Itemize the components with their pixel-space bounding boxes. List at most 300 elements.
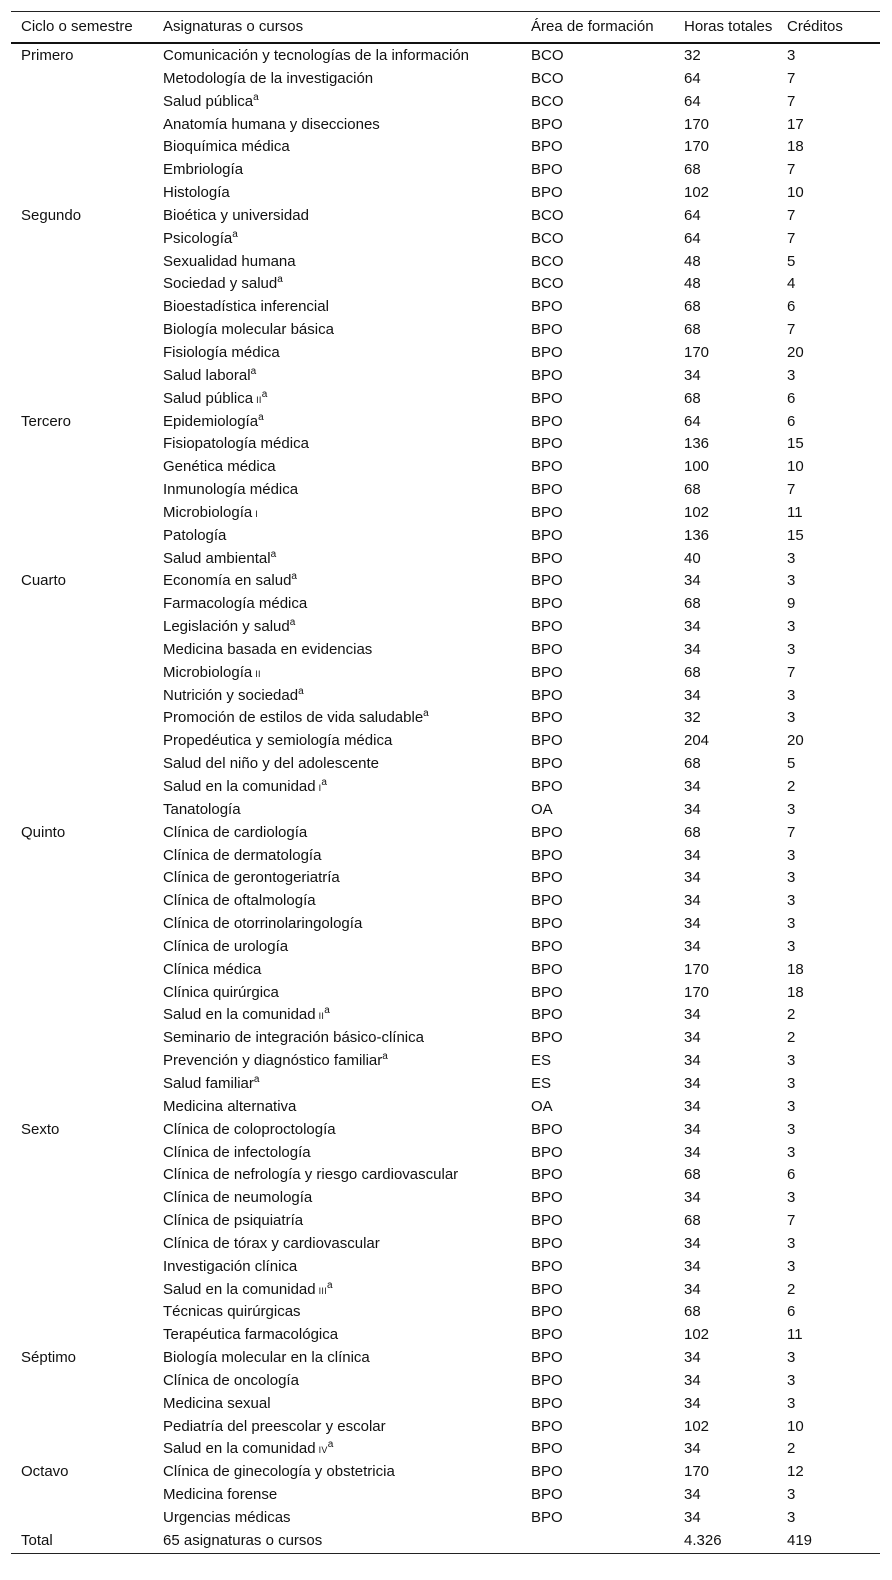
cycle-cell: Tercero [21,412,72,430]
credits-cell: 7 [787,229,796,247]
area-cell: BPO [531,115,563,133]
table-row [11,1073,880,1096]
credits-cell: 6 [787,389,796,407]
course-name: Sociedad y salud [163,275,278,293]
course-cell [163,136,290,159]
table-row [11,251,880,274]
hours-cell: 170 [684,115,710,133]
course-name: Urgencias médicas [163,1509,291,1526]
course-name: Genética médica [163,458,276,476]
course-cell [163,1119,336,1142]
area-cell: BPO [531,1189,563,1207]
curriculum-table [11,11,880,1554]
course-name: Biología molecular básica [163,321,334,339]
area-cell: BPO [531,686,563,704]
area-cell: BPO [531,572,563,590]
table-row [11,388,880,411]
course-name: Anatomía humana y disecciones [163,115,380,133]
credits-cell: 7 [787,161,796,179]
header-area: Área de formación [531,18,654,35]
table-row [11,570,880,593]
course-name: Clínica de nefrología y riesgo cardiovascular [163,1166,459,1184]
hours-cell: 34 [684,1440,701,1458]
course-name: Clínica quirúrgica [163,983,279,1001]
credits-cell: 3 [787,1257,796,1275]
course-cell [163,1256,297,1279]
course-name: Metodología de la investigación [163,69,374,87]
hours-cell: 34 [684,1097,701,1115]
cycle-cell: Primero [21,47,74,64]
area-cell: BPO [531,1280,563,1298]
course-name: Clínica de urología [163,937,289,955]
area-cell: BPO [531,1440,563,1458]
course-cell [163,182,230,205]
area-cell: BPO [531,846,563,864]
hours-cell: 4.326 [684,1531,722,1549]
table-row [11,1301,880,1324]
course-name: Histología [163,184,230,202]
table-row [11,548,880,571]
hours-cell: 34 [684,1509,701,1526]
hours-cell: 34 [684,1257,701,1275]
hours-cell: 34 [684,1029,701,1047]
course-cell [163,319,334,342]
table-row [11,1027,880,1050]
table-row [11,319,880,342]
table-row [11,1347,880,1370]
area-cell: BPO [531,823,563,841]
course-cell [163,45,469,68]
hours-cell: 48 [684,252,701,270]
course-cell [163,205,309,228]
area-cell: BPO [531,343,563,361]
course-cell [163,570,297,593]
footnote-marker: a [270,548,277,560]
credits-cell: 3 [787,915,796,933]
course-cell [163,982,279,1005]
area-cell: BPO [531,435,563,453]
course-cell [163,228,238,251]
course-cell [163,1027,424,1050]
area-cell: BPO [531,298,563,316]
course-cell [163,1004,330,1028]
area-cell: BPO [531,366,563,384]
footnote-marker: a [250,365,257,377]
hours-cell: 34 [684,800,701,818]
course-cell [163,753,379,776]
credits-cell: 3 [787,1509,796,1526]
course-name: Salud laboral [163,366,251,384]
credits-cell: 6 [787,1303,796,1321]
course-name: Medicina basada en evidencias [163,640,373,658]
course-cell [163,1393,271,1416]
area-cell: BPO [531,709,563,727]
hours-cell: 68 [684,161,701,179]
credits-cell: 3 [787,1189,796,1207]
area-cell: BPO [531,960,563,978]
course-cell [163,433,309,456]
credits-cell: 7 [787,321,796,339]
course-cell [163,68,373,91]
course-cell [163,548,276,571]
area-cell: BPO [531,1212,563,1230]
course-name: Epidemiología [163,412,259,430]
course-cell [163,776,327,800]
credits-cell: 9 [787,595,796,613]
credits-cell: 3 [787,846,796,864]
credits-cell: 18 [787,983,804,1001]
table-row [11,342,880,365]
course-cell [163,1461,395,1484]
credits-cell: 2 [787,1006,796,1024]
table-row [11,982,880,1005]
hours-cell: 34 [684,1486,701,1504]
credits-cell: 6 [787,298,796,316]
credits-cell: 7 [787,206,796,224]
course-cell [163,479,298,502]
course-name: Economía en salud [163,572,292,590]
table-row [11,662,880,685]
course-cell [163,342,280,365]
area-cell: OA [531,1097,553,1115]
course-cell [163,1484,277,1507]
hours-cell: 48 [684,275,701,293]
hours-cell: 34 [684,572,701,590]
hours-cell: 34 [684,1052,701,1070]
course-cell [163,1073,259,1096]
table-row [11,228,880,251]
course-cell [163,273,283,296]
course-cell [163,1416,386,1439]
area-cell: BPO [531,481,563,499]
area-cell: BPO [531,161,563,179]
hours-cell: 34 [684,686,701,704]
credits-cell: 12 [787,1463,804,1481]
table-row [11,456,880,479]
course-cell [163,799,241,822]
credits-cell: 10 [787,1417,804,1435]
credits-cell: 17 [787,115,804,133]
area-cell: BPO [531,412,563,430]
course-name: Bioestadística inferencial [163,298,329,316]
header-credits: Créditos [787,18,843,35]
credits-cell: 419 [787,1531,813,1549]
table-row [11,411,880,434]
area-cell: ES [531,1074,552,1092]
course-name: Tanatología [163,800,241,818]
course-name: Medicina forense [163,1486,278,1504]
course-name: Bioética y universidad [163,206,309,224]
area-cell: BPO [531,1234,563,1252]
area-cell: BPO [531,1120,563,1138]
area-cell: BPO [531,503,563,521]
course-name: Propedéutica y semiología médica [163,732,393,750]
credits-cell: 7 [787,69,796,87]
table-row [11,799,880,822]
course-name: Investigación clínica [163,1257,298,1275]
course-name: Técnicas quirúrgicas [163,1303,301,1321]
area-cell: BCO [531,206,564,224]
course-name: Biología molecular en la clínica [163,1349,370,1367]
course-name: Clínica de oftalmología [163,892,316,910]
area-cell: BPO [531,1509,563,1526]
hours-cell: 68 [684,663,701,681]
hours-cell: 64 [684,69,701,87]
hours-cell: 68 [684,389,701,407]
credits-cell: 3 [787,549,796,567]
hours-cell: 68 [684,595,701,613]
credits-cell: 18 [787,138,804,156]
area-cell: BPO [531,321,563,339]
credits-cell: 3 [787,1097,796,1115]
course-cell [163,1301,301,1324]
table-row [11,730,880,753]
course-name: Microbiología [163,503,253,521]
area-cell: BPO [531,618,563,636]
area-cell: BCO [531,275,564,293]
hours-cell: 34 [684,366,701,384]
credits-cell: 3 [787,1234,796,1252]
table-row [11,1256,880,1279]
table-row [11,182,880,205]
table-row [11,707,880,730]
hours-cell: 170 [684,343,710,361]
table-row [11,1233,880,1256]
hours-cell: 34 [684,1189,701,1207]
area-cell: BPO [531,1006,563,1024]
course-name: Farmacología médica [163,595,308,613]
course-level: III [318,1285,328,1296]
hours-cell: 64 [684,92,701,110]
course-cell [163,1507,291,1530]
table-row [11,68,880,91]
credits-cell: 18 [787,960,804,978]
credits-cell: 3 [787,640,796,658]
course-cell [163,1324,338,1347]
hours-cell: 102 [684,184,710,202]
credits-cell: 3 [787,1143,796,1161]
credits-cell: 3 [787,1486,796,1504]
course-name: Clínica de gerontogeriatría [163,869,340,887]
table-row [11,273,880,296]
area-cell: BCO [531,47,564,64]
course-cell [163,1142,311,1165]
credits-cell: 3 [787,1349,796,1367]
course-name: Salud en la comunidad [163,1440,316,1458]
hours-cell: 136 [684,435,710,453]
area-cell: BPO [531,1326,563,1344]
hours-cell: 170 [684,1463,710,1481]
hours-cell: 34 [684,1234,701,1252]
credits-cell: 3 [787,1394,796,1412]
credits-cell: 6 [787,1166,796,1184]
course-name: Salud en la comunidad [163,1006,316,1024]
course-level: I [255,508,259,519]
course-name: Salud familiar [163,1074,254,1092]
course-name: Salud pública [163,92,254,110]
table-row [11,1416,880,1439]
area-cell: BPO [531,983,563,1001]
area-cell: BPO [531,1486,563,1504]
course-name: Medicina alternativa [163,1097,297,1115]
table-row [11,136,880,159]
course-name: Bioquímica médica [163,138,290,156]
table-row [11,1096,880,1119]
cycle-cell: Cuarto [21,572,67,590]
table-row [11,114,880,137]
table-row [11,1324,880,1347]
cycle-cell: Total [21,1531,53,1549]
course-name: Clínica de oncología [163,1371,299,1389]
course-cell [163,159,243,182]
table-row [11,45,880,68]
credits-cell: 15 [787,435,804,453]
course-cell [163,1530,322,1553]
course-cell [163,502,258,526]
course-name: Clínica médica [163,960,262,978]
hours-cell: 170 [684,960,710,978]
table-row [11,1393,880,1416]
course-name: Fisiología médica [163,343,280,361]
course-cell [163,685,304,708]
hours-cell: 102 [684,1326,710,1344]
credits-cell: 2 [787,1440,796,1458]
table-row [11,936,880,959]
footnote-marker: a [324,1005,330,1017]
course-name: Salud en la comunidad [163,1280,316,1298]
area-cell: BPO [531,915,563,933]
area-cell: BCO [531,92,564,110]
hours-cell: 34 [684,915,701,933]
area-cell: BPO [531,184,563,202]
credits-cell: 3 [787,47,796,64]
hours-cell: 34 [684,1371,701,1389]
hours-cell: 68 [684,755,701,773]
hours-cell: 34 [684,640,701,658]
course-cell [163,456,276,479]
hours-cell: 34 [684,778,701,795]
table-row [11,959,880,982]
course-level: II [256,394,262,405]
hours-cell: 34 [684,1349,701,1367]
hours-cell: 68 [684,321,701,339]
hours-cell: 102 [684,503,710,521]
area-cell: BPO [531,1029,563,1047]
area-cell: BCO [531,69,564,87]
table-row [11,159,880,182]
course-name: Salud ambiental [163,549,271,567]
course-cell [163,639,372,662]
table-row [11,1119,880,1142]
course-cell [163,365,256,388]
course-cell [163,388,267,412]
credits-cell: 5 [787,252,796,270]
table-row [11,845,880,868]
footnote-marker: a [253,1073,260,1085]
credits-cell: 7 [787,823,796,841]
hours-cell: 68 [684,1212,701,1230]
course-name: Pediatría del preescolar y escolar [163,1417,386,1435]
cycle-cell: Sexto [21,1120,60,1138]
course-cell [163,867,340,890]
area-cell: BPO [531,1166,563,1184]
course-cell [163,890,316,913]
table-row [11,365,880,388]
credits-cell: 4 [787,275,796,293]
header-hours: Horas totales [684,18,773,35]
course-cell [163,1050,388,1073]
course-name: 65 asignaturas o cursos [163,1531,323,1549]
credits-cell: 3 [787,800,796,818]
table-row [11,433,880,456]
credits-cell: 7 [787,481,796,499]
hours-cell: 68 [684,481,701,499]
course-name: Embriología [163,161,244,179]
area-cell: OA [531,800,553,818]
course-name: Terapéutica farmacológica [163,1326,339,1344]
footnote-marker: a [423,708,429,720]
course-cell [163,913,362,936]
credits-cell: 5 [787,755,796,773]
course-name: Comunicación y tecnologías de la información [163,47,469,64]
course-cell [163,593,307,616]
table-row [11,296,880,319]
course-cell [163,525,226,548]
area-cell: BPO [531,595,563,613]
credits-cell: 3 [787,709,796,727]
table-row [11,822,880,845]
table-row [11,776,880,799]
table-row [11,685,880,708]
credits-cell: 20 [787,732,804,750]
course-name: Prevención y diagnóstico familiar [163,1052,383,1070]
course-cell [163,1279,333,1303]
hours-cell: 68 [684,298,701,316]
table-row [11,1187,880,1210]
table-row [11,1279,880,1302]
table-row [11,1142,880,1165]
credits-cell: 2 [787,778,796,795]
course-name: Clínica de otorrinolaringología [163,915,363,933]
area-cell: BPO [531,732,563,750]
table-row [11,205,880,228]
course-name: Clínica de dermatología [163,846,322,864]
credits-cell: 3 [787,1120,796,1138]
course-name: Salud pública [163,389,254,407]
credits-cell: 10 [787,458,804,476]
hours-cell: 68 [684,1166,701,1184]
course-name: Seminario de integración básico-clínica [163,1029,424,1047]
course-cell [163,1233,380,1256]
table-row [11,1210,880,1233]
area-cell: BPO [531,1371,563,1389]
footnote-marker: a [289,617,296,629]
course-name: Clínica de neumología [163,1189,313,1207]
footnote-marker: a [298,685,304,697]
table-row [11,479,880,502]
credits-cell: 11 [787,1326,803,1344]
table-body [11,44,880,1553]
course-level: II [318,1011,325,1022]
course-cell [163,616,295,639]
credits-cell: 7 [787,663,796,681]
course-cell [163,91,259,114]
footnote-marker: a [277,274,283,286]
table-row [11,867,880,890]
hours-cell: 34 [684,1143,701,1161]
table-row [11,1004,880,1027]
footnote-marker: a [382,1051,388,1063]
